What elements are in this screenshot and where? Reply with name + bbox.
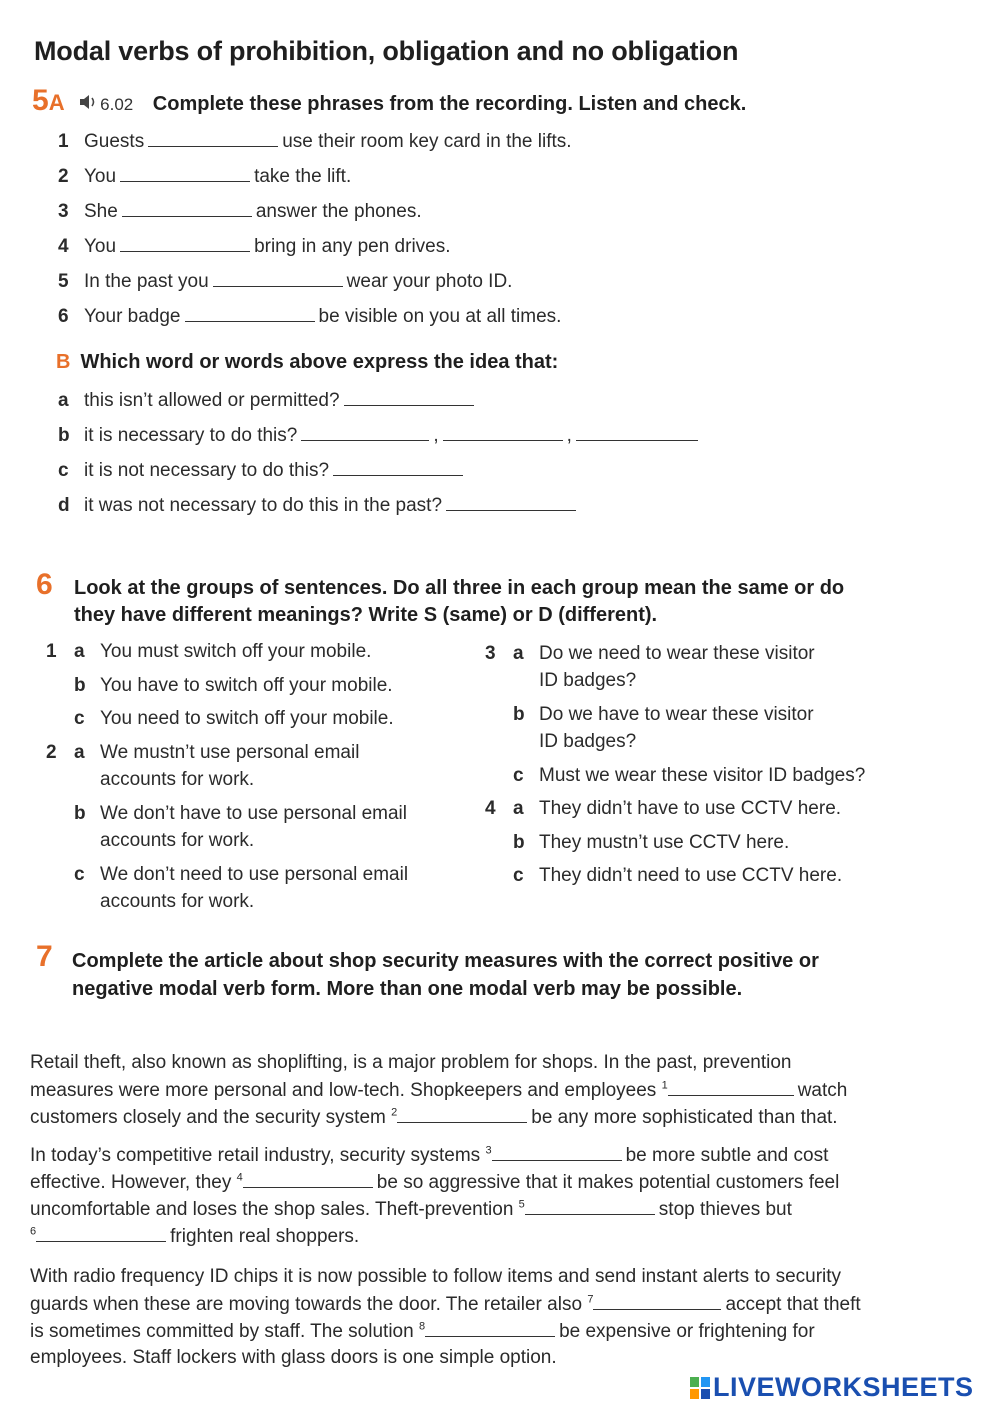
item-letter: a [74, 742, 85, 763]
separator: , [566, 425, 572, 446]
list-item [58, 494, 580, 517]
item-letter: b [74, 675, 86, 696]
page-title: Modal verbs of prohibition, obligation and no obligation [34, 36, 739, 66]
exercise-instruction: Complete the article about shop security measures with the correct positive or [72, 950, 819, 972]
list-item [513, 865, 842, 887]
list-item [46, 641, 371, 663]
gap-blank[interactable] [668, 1079, 794, 1096]
gap-number: 8 [418, 1320, 426, 1333]
item-text: it is necessary to do this? [84, 425, 298, 446]
list-item [58, 270, 512, 293]
answer-blank[interactable] [213, 270, 343, 287]
article-text: measures were more personal and low-tech. Shopkeepers and employees [30, 1080, 662, 1101]
item-text: You need to switch off your mobile. [100, 708, 394, 729]
item-text: We don’t need to use personal email [100, 864, 409, 885]
group-number: 1 [46, 641, 57, 662]
exercise-7-number [36, 940, 53, 974]
list-item [74, 675, 393, 697]
item-letter: a [513, 643, 524, 664]
item-letter: b [58, 425, 70, 446]
exercise-6-number [36, 568, 53, 602]
item-text: accounts for work. [100, 830, 255, 851]
gap-number: 6 [30, 1225, 37, 1238]
item-text: You must switch off your mobile. [100, 641, 372, 662]
answer-blank[interactable] [120, 165, 250, 182]
answer-blank[interactable] [344, 389, 474, 406]
list-item [513, 832, 789, 854]
item-text: Do we have to wear these visitor [539, 704, 814, 725]
article-text: guards when these are moving towards the door. The retailer also [30, 1294, 588, 1315]
gap-blank[interactable] [243, 1171, 373, 1188]
item-text: ID badges? [539, 670, 637, 691]
answer-blank[interactable] [185, 305, 315, 322]
list-item [58, 459, 467, 482]
item-text: You have to switch off your mobile. [100, 675, 393, 696]
exercise-instruction: Look at the groups of sentences. Do all three in each group mean the same or do [74, 577, 845, 599]
exercise-letter: A [48, 90, 65, 115]
item-text: They mustn’t use CCTV here. [539, 832, 790, 853]
group-number: 3 [485, 643, 496, 664]
item-letter: d [58, 495, 70, 516]
item-text: In the past you [84, 271, 209, 292]
article-line: With radio frequency ID chips it is now possible to follow items and send instant alerts to security [30, 1266, 842, 1287]
answer-blank[interactable] [443, 424, 563, 441]
logo-grid-icon [690, 1375, 710, 1397]
item-text: They didn’t have to use CCTV here. [539, 798, 842, 819]
item-letter: b [513, 832, 525, 853]
list-item [513, 704, 814, 726]
list-item [58, 235, 451, 258]
answer-blank[interactable] [120, 235, 250, 252]
audio-track-number: 6.02 [100, 95, 134, 114]
article-text: uncomfortable and loses the shop sales. Theft-prevention [30, 1199, 519, 1220]
article-text: frighten real shoppers. [170, 1226, 360, 1247]
answer-blank[interactable] [333, 459, 463, 476]
list-item [485, 798, 841, 820]
gap-number: 3 [485, 1144, 492, 1157]
answer-blank[interactable] [122, 200, 252, 217]
item-text: You [84, 236, 117, 257]
liveworksheets-logo [690, 1372, 974, 1403]
article-line [30, 1198, 792, 1221]
article-text: effective. However, they [30, 1172, 237, 1193]
gap-blank[interactable] [36, 1225, 166, 1242]
item-number: 5 [58, 271, 69, 292]
article-text: In today’s competitive retail industry, security systems [30, 1145, 486, 1166]
gap-number: 4 [236, 1171, 243, 1184]
exercise-instruction: Complete these phrases from the recording. Listen and check. [152, 93, 747, 115]
list-item [58, 305, 561, 328]
gap-number: 1 [661, 1079, 668, 1092]
group-number: 2 [46, 742, 57, 763]
item-number: 6 [58, 306, 69, 327]
answer-blank[interactable] [301, 424, 429, 441]
item-text: We mustn’t use personal email [100, 742, 360, 763]
article-line: employees. Staff lockers with glass doors is one simple option. [30, 1347, 557, 1368]
item-text: Must we wear these visitor ID badges? [539, 765, 866, 786]
item-text: ID badges? [539, 731, 637, 752]
article-text: be expensive or frightening for [559, 1321, 815, 1342]
item-text: this isn’t allowed or permitted? [84, 390, 340, 411]
exercise-number: 7 [36, 940, 53, 973]
item-text: it was not necessary to do this in the past? [84, 495, 443, 516]
gap-blank[interactable] [593, 1293, 721, 1310]
article-line [30, 1320, 815, 1343]
item-number: 4 [58, 236, 69, 257]
item-number: 2 [58, 166, 69, 187]
list-item [58, 424, 702, 447]
item-text: wear your photo ID. [346, 271, 513, 292]
item-text: She [84, 201, 118, 222]
gap-number: 5 [518, 1198, 525, 1211]
list-item [74, 803, 407, 825]
article-text: is sometimes committed by staff. The solution [30, 1321, 419, 1342]
logo-text: LIVEWORKSHEETS [713, 1372, 974, 1402]
gap-blank[interactable] [397, 1106, 527, 1123]
article-text: be more subtle and cost [625, 1145, 829, 1166]
article-text: customers closely and the security system [30, 1107, 392, 1128]
article-line [30, 1144, 828, 1167]
item-text: bring in any pen drives. [254, 236, 451, 257]
item-text: You [84, 166, 117, 187]
group-number: 4 [485, 798, 496, 819]
item-text: it is not necessary to do this? [84, 460, 330, 481]
item-letter: c [74, 864, 85, 885]
article-line [30, 1079, 847, 1102]
list-item [58, 165, 351, 188]
item-text: accounts for work. [100, 769, 255, 790]
exercise-5b-header [56, 351, 558, 374]
item-letter: a [513, 798, 524, 819]
exercise-instruction: Which word or words above express the idea that: [80, 351, 559, 373]
item-text: accounts for work. [100, 891, 255, 912]
item-letter: a [58, 390, 69, 411]
item-text: use their room key card in the lifts. [282, 131, 572, 152]
list-item [58, 389, 478, 412]
item-text: We don’t have to use personal email [100, 803, 407, 824]
gap-number: 2 [391, 1106, 398, 1119]
item-letter: c [513, 765, 524, 786]
exercise-instruction: they have different meanings? Write S (same) or D (different). [74, 604, 658, 626]
item-letter: c [58, 460, 69, 481]
item-text: take the lift. [254, 166, 352, 187]
item-letter: c [74, 708, 85, 729]
list-item [58, 130, 572, 153]
article-line [30, 1106, 838, 1129]
list-item [74, 864, 408, 886]
item-number: 3 [58, 201, 69, 222]
item-letter: c [513, 865, 524, 886]
article-line [30, 1225, 359, 1248]
gap-blank[interactable] [425, 1320, 555, 1337]
item-text: Do we need to wear these visitor [539, 643, 815, 664]
article-text: accept that theft [725, 1294, 861, 1315]
list-item [46, 742, 359, 764]
article-text: watch [797, 1080, 848, 1101]
gap-blank[interactable] [492, 1144, 622, 1161]
speaker-icon[interactable] [78, 92, 98, 118]
article-text: stop thieves but [658, 1199, 792, 1220]
exercise-number: 6 [36, 568, 53, 601]
exercise-number: 5 [32, 84, 49, 117]
gap-blank[interactable] [525, 1198, 655, 1215]
answer-blank[interactable] [446, 494, 576, 511]
item-letter: b [513, 704, 525, 725]
item-number: 1 [58, 131, 69, 152]
list-item [58, 200, 422, 223]
answer-blank[interactable] [148, 130, 278, 147]
exercise-5a-header [32, 84, 746, 118]
item-letter: a [74, 641, 85, 662]
article-line: Retail theft, also known as shoplifting, is a major problem for shops. In the past, prevention [30, 1052, 792, 1073]
article-text: be so aggressive that it makes potential customers feel [376, 1172, 840, 1193]
item-text: Guests [84, 131, 145, 152]
list-item [485, 643, 815, 665]
item-text: be visible on you at all times. [318, 306, 562, 327]
answer-blank[interactable] [576, 424, 698, 441]
exercise-letter: B [56, 351, 71, 373]
exercise-instruction: negative modal verb form. More than one modal verb may be possible. [72, 978, 743, 1000]
item-text: Your badge [84, 306, 181, 327]
item-text: answer the phones. [255, 201, 422, 222]
item-letter: b [74, 803, 86, 824]
separator: , [433, 425, 439, 446]
article-line [30, 1171, 839, 1194]
gap-number: 7 [587, 1293, 594, 1306]
list-item [74, 708, 394, 730]
article-line [30, 1293, 861, 1316]
item-text: They didn’t need to use CCTV here. [539, 865, 843, 886]
article-text: be any more sophisticated than that. [531, 1107, 838, 1128]
list-item [513, 765, 865, 787]
